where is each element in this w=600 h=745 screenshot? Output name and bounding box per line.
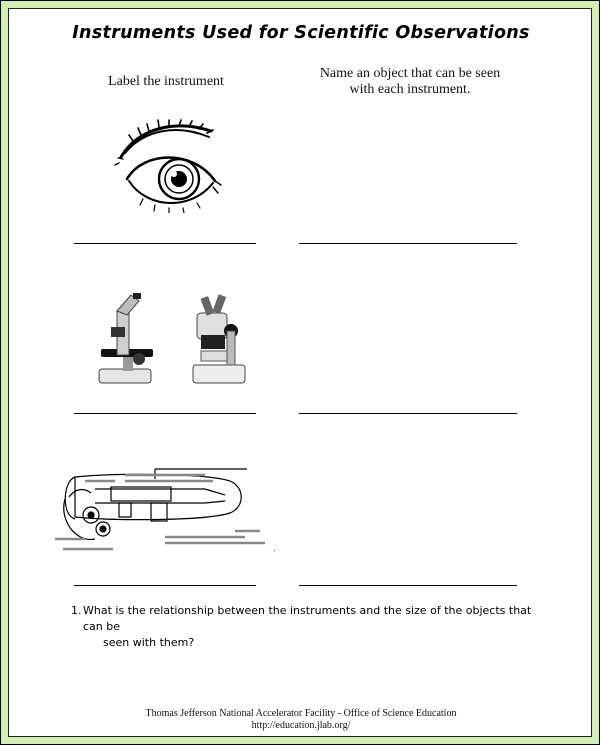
electron-microscope-icon (55, 459, 275, 551)
worksheet-title: Instruments Used for Scientific Observations (72, 23, 530, 43)
footer-organization: Thomas Jefferson National Accelerator Facility - Office of Science Education (145, 708, 457, 719)
name-object-heading-line2: with each instrument. (349, 82, 471, 97)
name-object-heading-line1: Name an object that can be seen (319, 66, 501, 81)
name-object-heading (295, 66, 525, 98)
label-instrument-heading: Label the instrument (108, 74, 224, 89)
answer-line-label-1[interactable] (74, 243, 256, 244)
answer-line-object-3[interactable] (299, 585, 517, 586)
worksheet (8, 8, 592, 737)
answer-line-label-2[interactable] (74, 413, 256, 414)
question-text-line2: seen with them? (103, 636, 195, 649)
light-microscopes-icon (95, 289, 255, 389)
eye-icon (113, 117, 223, 213)
answer-line-object-2[interactable] (299, 413, 517, 414)
question-text (83, 603, 553, 651)
question-text-line1: What is the relationship between the instruments and the size of the objects that can be (83, 604, 532, 633)
footer-url[interactable]: http://education.jlab.org/ (251, 720, 351, 731)
answer-line-label-3[interactable] (74, 585, 256, 586)
answer-line-object-1[interactable] (299, 243, 517, 244)
question-number: 1. (71, 604, 82, 617)
